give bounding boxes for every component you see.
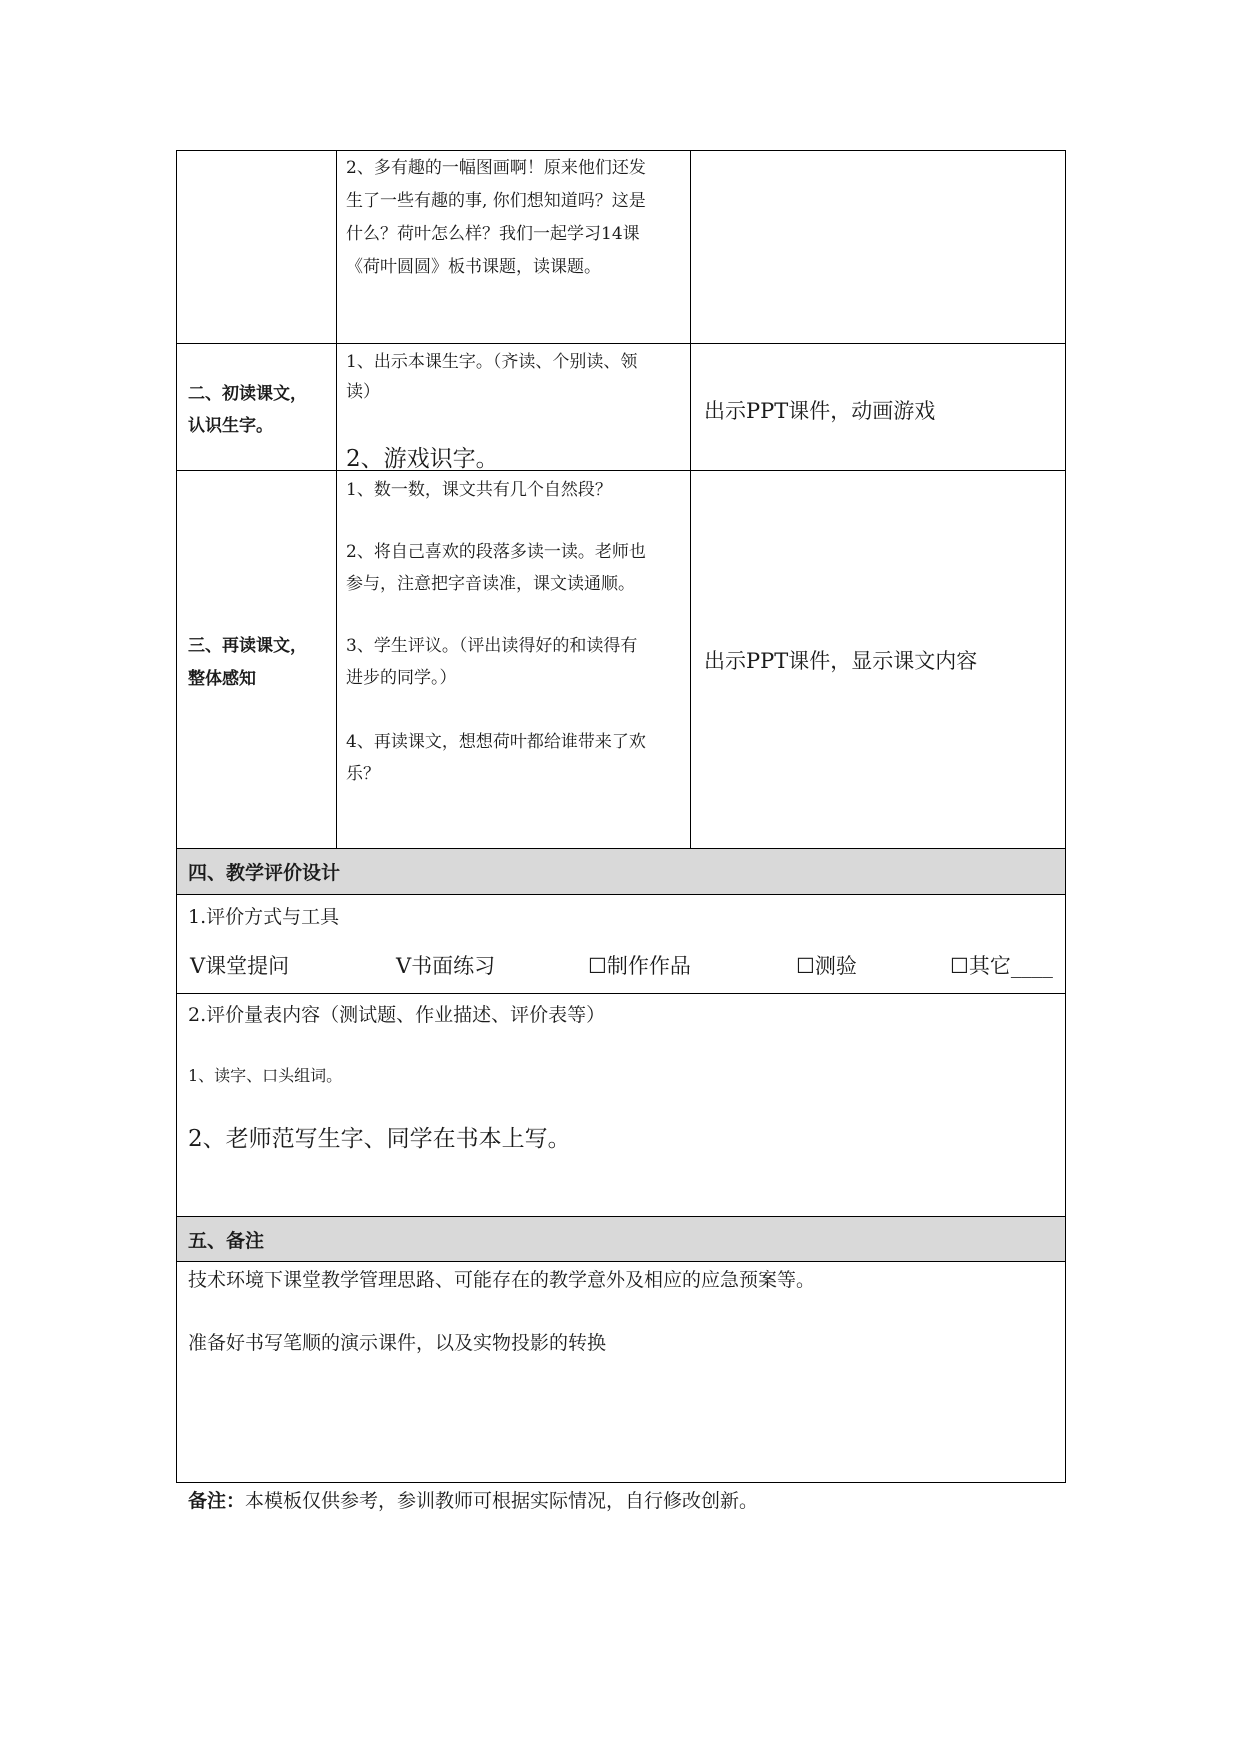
option-test [796, 950, 857, 980]
section4-sub2: 2.评价量表内容（测试题、作业描述、评价表等） [188, 1004, 606, 1026]
option-label: 其它____ [968, 954, 1053, 978]
row3-item-3-line-2: 进步的同学。） [346, 668, 457, 688]
option-check-mark: V [190, 954, 206, 978]
section4-heading: 四、教学评价设计 [188, 862, 341, 884]
row2-content-line-1: 1、出示本课生字。（齐读、个别读、领 [346, 352, 638, 372]
option-check-mark: V [396, 954, 412, 978]
row-divider-7 [176, 1261, 1066, 1262]
table-border-bottom [176, 1482, 1066, 1483]
row-divider-5 [176, 993, 1066, 994]
footer-note [188, 1486, 758, 1513]
row3-item-4-line-2: 乐？ [346, 764, 380, 784]
section5-line-2: 准备好书写笔顺的演示课件，以及实物投影的转换 [188, 1332, 607, 1354]
section5-line-1: 技术环境下课堂教学管理思路、可能存在的教学意外及相应的应急预案等。 [188, 1269, 816, 1291]
option-make-work [588, 950, 691, 980]
table-border-top [176, 150, 1066, 151]
section5-heading: 五、备注 [188, 1230, 265, 1252]
row-divider-3 [176, 848, 1066, 849]
row1-line-3: 什么？荷叶怎么样？我们一起学习14课 [346, 224, 640, 244]
section4-item-2: 2、老师范写生字、同学在书本上写。 [188, 1126, 571, 1152]
row3-stage-line-1: 三、再读课文， [188, 636, 307, 656]
row1-line-4: 《荷叶圆圆》板书课题，读课题。 [346, 257, 601, 277]
option-other [950, 950, 1053, 980]
checkbox-icon: ☐ [950, 954, 969, 978]
column-divider-2 [690, 150, 691, 848]
row3-stage-line-2: 整体感知 [188, 669, 256, 689]
row3-item-3-line-1: 3、学生评议。（评出读得好的和读得有 [346, 636, 638, 656]
table-border-left [176, 150, 177, 1483]
row2-content-line-2: 读） [346, 382, 380, 402]
option-label: 测验 [814, 954, 857, 978]
row3-item-2-line-2: 参与，注意把字音读准，课文读通顺。 [346, 574, 635, 594]
row2-content-big: 2、游戏识字。 [346, 446, 499, 472]
table-border-right [1065, 150, 1066, 1483]
row3-resource: 出示PPT课件，显示课文内容 [704, 649, 978, 673]
option-label: 制作作品 [606, 954, 691, 978]
option-written-exercise [396, 950, 495, 980]
row2-stage-line-1: 二、初读课文， [188, 384, 307, 404]
checkbox-icon: ☐ [796, 954, 815, 978]
row-divider-4 [176, 894, 1066, 895]
checkbox-icon: ☐ [588, 954, 607, 978]
row-divider-6 [176, 1216, 1066, 1217]
footer-label: 备注： [188, 1490, 246, 1512]
footer-text: 本模板仅供参考，参训教师可根据实际情况，自行修改创新。 [245, 1490, 759, 1512]
section5-heading-band [177, 1216, 1065, 1261]
row2-stage-line-2: 认识生字。 [188, 416, 273, 436]
row-divider-1 [176, 343, 1066, 344]
option-label: 课堂提问 [205, 954, 290, 978]
row3-item-2-line-1: 2、将自己喜欢的段落多读一读。老师也 [346, 542, 646, 562]
row2-resource: 出示PPT课件，动画游戏 [704, 399, 936, 423]
row1-line-2: 生了一些有趣的事, 你们想知道吗？这是 [346, 191, 646, 211]
row1-content-cell [346, 152, 686, 284]
row-divider-2 [176, 470, 1066, 471]
row3-item-1: 1、数一数，课文共有几个自然段？ [346, 480, 612, 500]
section4-sub1: 1.评价方式与工具 [188, 906, 340, 928]
option-label: 书面练习 [411, 954, 496, 978]
row1-line-1: 2、多有趣的一幅图画啊！原来他们还发 [346, 158, 646, 178]
option-classroom-questions [190, 950, 289, 980]
section4-item-1: 1、读字、口头组词。 [188, 1066, 343, 1085]
column-divider-1 [336, 150, 337, 848]
row3-item-4-line-1: 4、再读课文，想想荷叶都给谁带来了欢 [346, 732, 646, 752]
